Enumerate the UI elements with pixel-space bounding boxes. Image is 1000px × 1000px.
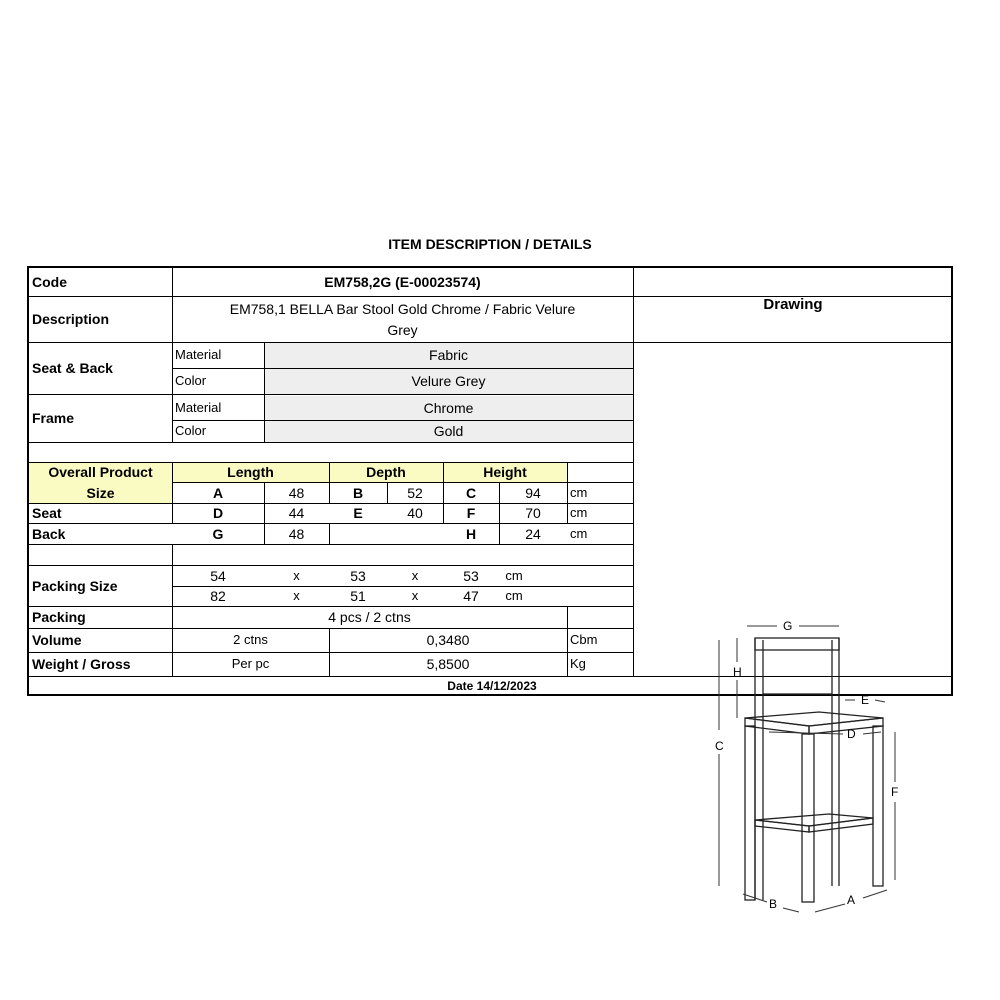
volume-unit: Cbm bbox=[570, 632, 598, 647]
description-line-1: EM758,1 BELLA Bar Stool Gold Chrome / Fabric Velure bbox=[229, 300, 576, 317]
seat-color-label: Color bbox=[175, 373, 207, 388]
overall-unit: cm bbox=[570, 484, 588, 500]
back-dim-label: Back bbox=[32, 525, 66, 542]
pack2-unit: cm bbox=[505, 588, 523, 603]
overall-depth-key: B bbox=[352, 484, 364, 501]
dim-label-e: E bbox=[861, 693, 870, 707]
pack2-c: 47 bbox=[463, 588, 479, 604]
code-value: EM758,2G (E-00023574) bbox=[324, 274, 481, 290]
overall-size-label-2: Size bbox=[86, 484, 115, 501]
frame-material-label: Material bbox=[175, 400, 222, 415]
volume-value: 0,3480 bbox=[426, 632, 470, 648]
weight-unit: Kg bbox=[570, 656, 586, 671]
back-height-value: 24 bbox=[525, 525, 541, 542]
frame-material-value: Chrome bbox=[423, 400, 474, 416]
packing-label: Packing bbox=[32, 609, 86, 625]
overall-height-value: 94 bbox=[525, 484, 541, 501]
pack1-x1: x bbox=[293, 567, 300, 583]
seat-unit: cm bbox=[570, 505, 588, 520]
frame-color-value: Gold bbox=[433, 423, 464, 439]
pack2-b: 51 bbox=[350, 588, 366, 604]
packing-value: 4 pcs / 2 ctns bbox=[328, 609, 411, 625]
seat-material-label: Material bbox=[175, 347, 222, 362]
overall-length-key: A bbox=[212, 484, 224, 501]
weight-value: 5,8500 bbox=[426, 656, 470, 672]
back-length-value: 48 bbox=[288, 525, 305, 542]
overall-depth-value: 52 bbox=[407, 484, 423, 501]
seat-color-value: Velure Grey bbox=[411, 373, 486, 389]
frame-color-label: Color bbox=[175, 423, 207, 438]
depth-header: Depth bbox=[366, 464, 406, 480]
seat-height-key: F bbox=[466, 505, 476, 521]
code-label: Code bbox=[32, 274, 67, 290]
length-header: Length bbox=[227, 464, 274, 480]
packing-size-label: Packing Size bbox=[32, 577, 118, 594]
seat-material-value: Fabric bbox=[429, 347, 468, 363]
dim-label-c: C bbox=[715, 739, 724, 753]
dim-label-a: A bbox=[847, 893, 856, 907]
seat-back-label: Seat & Back bbox=[32, 360, 113, 376]
overall-length-value: 48 bbox=[288, 484, 305, 501]
pack1-x2: x bbox=[411, 567, 419, 583]
page-title: ITEM DESCRIPTION / DETAILS bbox=[388, 236, 592, 252]
seat-depth-key: E bbox=[353, 505, 363, 521]
overall-height-key: C bbox=[465, 484, 477, 501]
overall-size-label-1: Overall Product bbox=[48, 464, 153, 480]
pack2-a: 82 bbox=[210, 588, 226, 604]
dim-label-f: F bbox=[891, 785, 899, 799]
pack2-x2: x bbox=[411, 588, 419, 603]
seat-height-value: 70 bbox=[525, 505, 541, 521]
seat-depth-value: 40 bbox=[407, 505, 423, 521]
seat-length-value: 44 bbox=[288, 505, 305, 521]
dim-label-b: B bbox=[769, 897, 778, 911]
description-line-2: Grey bbox=[387, 321, 418, 338]
back-length-key: G bbox=[212, 525, 224, 542]
pack1-c: 53 bbox=[463, 567, 479, 584]
dim-label-d: D bbox=[847, 727, 856, 741]
pack2-x1: x bbox=[293, 588, 300, 603]
dim-label-h: H bbox=[733, 665, 742, 679]
frame-label: Frame bbox=[32, 410, 75, 426]
pack1-unit: cm bbox=[505, 567, 523, 583]
bar-stool-drawing bbox=[659, 610, 953, 942]
description-label: Description bbox=[32, 311, 110, 327]
height-header: Height bbox=[483, 464, 527, 480]
back-unit: cm bbox=[570, 525, 588, 541]
weight-qty: Per pc bbox=[231, 656, 270, 671]
drawing-label: Drawing bbox=[763, 296, 823, 313]
seat-length-key: D bbox=[212, 505, 224, 521]
volume-label: Volume bbox=[32, 632, 82, 648]
item-details-sheet bbox=[27, 266, 953, 911]
volume-qty: 2 ctns bbox=[233, 632, 268, 647]
pack1-b: 53 bbox=[350, 567, 366, 584]
dim-label-g: G bbox=[783, 619, 793, 633]
date-footer: Date 14/12/2023 bbox=[447, 679, 537, 693]
back-height-key: H bbox=[465, 525, 477, 542]
weight-label: Weight / Gross bbox=[32, 656, 131, 672]
pack1-a: 54 bbox=[210, 567, 226, 584]
seat-dim-label: Seat bbox=[32, 505, 62, 521]
